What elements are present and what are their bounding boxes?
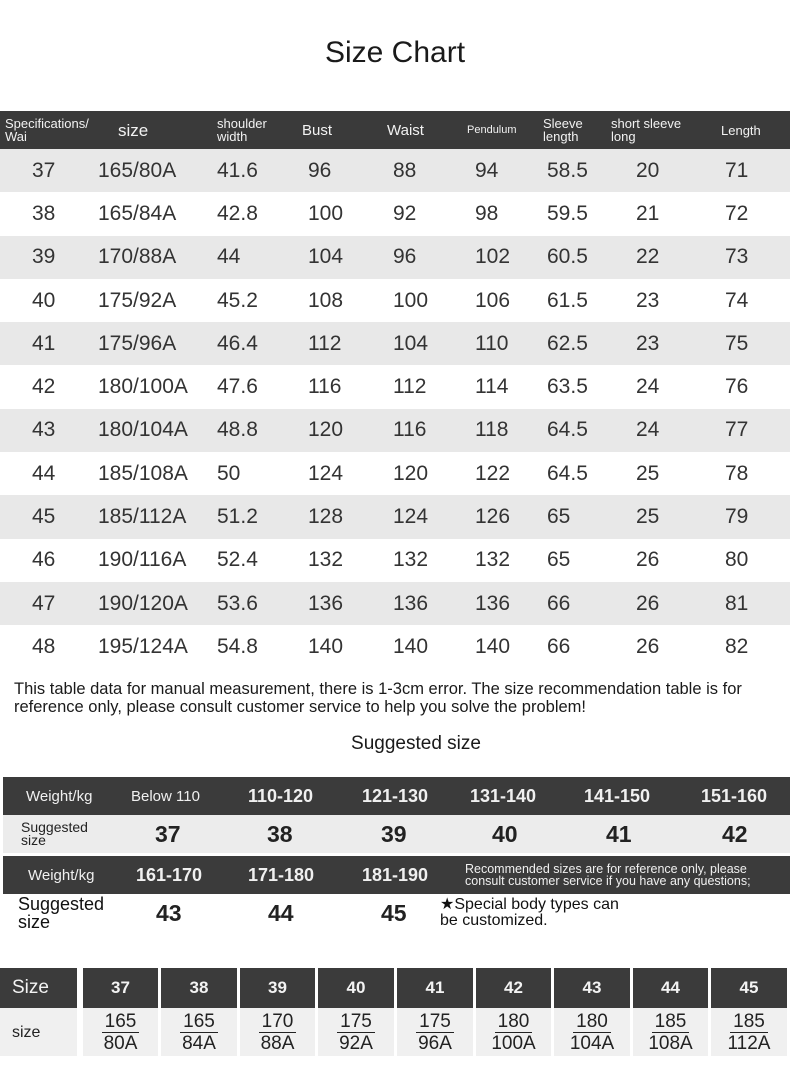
- cell-pendulum: 106: [475, 288, 511, 312]
- suggested-size-value: 41: [606, 820, 632, 847]
- chest-value: 108A: [648, 1032, 693, 1054]
- cell-size: 175/92A: [98, 288, 177, 312]
- cell-size: 180/104A: [98, 418, 188, 442]
- cell-waist: 120: [393, 461, 429, 485]
- table-header: [0, 111, 790, 149]
- cell-length: 78: [725, 461, 749, 485]
- size-header: Size: [0, 968, 80, 1008]
- chest-value: 96A: [418, 1032, 452, 1054]
- cell-length: 74: [725, 288, 749, 312]
- cell-length: 80: [725, 548, 749, 572]
- bottom-size-table: [0, 968, 790, 1056]
- weight-value: 161-170: [136, 864, 203, 885]
- cell-shoulder: 41.6: [217, 158, 258, 182]
- cell-size: 170/88A: [98, 245, 177, 269]
- table-row: [0, 452, 790, 495]
- header-pendulum: Pendulum: [467, 123, 517, 136]
- cell-pendulum: 98: [475, 201, 499, 225]
- height-chest-cell: [83, 1008, 158, 1056]
- cell-pendulum: 102: [475, 245, 511, 269]
- cell-bust: 120: [308, 418, 344, 442]
- weight-value: 110-120: [248, 785, 314, 806]
- size-row-label: size: [0, 1008, 80, 1056]
- cell-waist: 124: [393, 505, 429, 529]
- cell-waist: 88: [393, 158, 417, 182]
- table-row: [0, 149, 790, 192]
- cell-shoulder: 53.6: [217, 591, 258, 615]
- cell-waist: 92: [393, 201, 417, 225]
- cell-waist: 96: [393, 245, 417, 269]
- weight-table-1: [3, 777, 790, 853]
- height-chest-cell: [397, 1008, 473, 1056]
- cell-shoulder: 52.4: [217, 548, 258, 572]
- height-chest-cell: [240, 1008, 315, 1056]
- cell-size: 180/100A: [98, 375, 188, 399]
- height-value: 165: [102, 1012, 140, 1033]
- weight-label: Weight/kg: [28, 866, 95, 884]
- cell-waist: 112: [393, 375, 427, 399]
- height-chest-cell: [711, 1008, 787, 1056]
- cell-sleeve: 58.5: [547, 158, 588, 182]
- size-chart-table: [0, 111, 790, 669]
- cell-pendulum: 114: [475, 375, 509, 399]
- cell-bust: 116: [308, 375, 342, 399]
- cell-bust: 124: [308, 461, 344, 485]
- cell-length: 71: [725, 158, 749, 182]
- cell-sleeve: 61.5: [547, 288, 588, 312]
- cell-short-sleeve: 26: [636, 591, 660, 615]
- size-column-header: 38: [161, 968, 237, 1008]
- cell-sleeve: 60.5: [547, 245, 588, 269]
- cell-bust: 112: [308, 331, 342, 355]
- cell-length: 73: [725, 245, 749, 269]
- table-row: [0, 322, 790, 365]
- weight-label: Weight/kg: [26, 787, 93, 805]
- suggested-label: Suggested size: [21, 819, 88, 848]
- suggested-size-title: Suggested size: [351, 733, 481, 754]
- cell-sleeve: 66: [547, 591, 571, 615]
- cell-pendulum: 136: [475, 591, 511, 615]
- cell-sleeve: 65: [547, 548, 571, 572]
- height-value: 165: [180, 1012, 218, 1033]
- cell-waist: 140: [393, 634, 429, 658]
- header-sleeve-length: Sleeve length: [543, 116, 583, 144]
- cell-pendulum: 122: [475, 461, 511, 485]
- suggested-row: [3, 815, 790, 853]
- cell-length: 82: [725, 634, 749, 658]
- cell-spec: 43: [32, 418, 56, 442]
- cell-waist: 104: [393, 331, 429, 355]
- weight-row: [3, 856, 790, 894]
- suggested-label: Suggested size: [18, 894, 105, 932]
- cell-size: 190/120A: [98, 591, 188, 615]
- cell-shoulder: 54.8: [217, 634, 258, 658]
- suggested-size-value: 39: [381, 820, 407, 847]
- cell-shoulder: 51.2: [217, 505, 258, 529]
- height-value: 180: [573, 1012, 611, 1033]
- size-column-header: 40: [318, 968, 394, 1008]
- chest-value: 92A: [339, 1032, 373, 1054]
- cell-waist: 132: [393, 548, 429, 572]
- cell-size: 175/96A: [98, 331, 177, 355]
- header-bust: Bust: [302, 121, 333, 139]
- cell-size: 165/80A: [98, 158, 177, 182]
- chest-value: 104A: [569, 1032, 615, 1054]
- cell-shoulder: 46.4: [217, 331, 258, 355]
- header-size: size: [118, 120, 149, 140]
- size-column-header: 45: [711, 968, 787, 1008]
- cell-short-sleeve: 23: [636, 331, 660, 355]
- cell-spec: 47: [32, 591, 56, 615]
- cell-bust: 132: [308, 548, 344, 572]
- cell-waist: 100: [393, 288, 429, 312]
- cell-length: 75: [725, 331, 749, 355]
- cell-bust: 128: [308, 505, 344, 529]
- table-row: [0, 539, 790, 582]
- cell-bust: 96: [308, 158, 332, 182]
- cell-short-sleeve: 25: [636, 505, 660, 529]
- cell-shoulder: 47.6: [217, 375, 258, 399]
- cell-pendulum: 118: [475, 418, 509, 442]
- cell-size: 185/112A: [98, 505, 187, 529]
- cell-short-sleeve: 25: [636, 461, 660, 485]
- cell-sleeve: 59.5: [547, 201, 588, 225]
- cell-shoulder: 44: [217, 245, 241, 269]
- size-column-header: 41: [397, 968, 473, 1008]
- table-row: [0, 409, 790, 452]
- height-chest-cell: [633, 1008, 708, 1056]
- height-value: 175: [416, 1012, 454, 1033]
- height-value: 185: [730, 1012, 768, 1033]
- height-chest-cell: [318, 1008, 394, 1056]
- cell-bust: 140: [308, 634, 344, 658]
- cell-shoulder: 50: [217, 461, 241, 485]
- cell-short-sleeve: 22: [636, 245, 660, 269]
- cell-waist: 136: [393, 591, 429, 615]
- header-specifications: Specifications/ Wai: [5, 116, 89, 144]
- cell-sleeve: 63.5: [547, 375, 588, 399]
- height-chest-cell: [161, 1008, 237, 1056]
- weight-row: [3, 777, 790, 815]
- suggested-row: [3, 894, 790, 932]
- table-row: [0, 582, 790, 625]
- cell-length: 81: [725, 591, 749, 615]
- size-column-header: 44: [633, 968, 708, 1008]
- cell-bust: 108: [308, 288, 344, 312]
- cell-sleeve: 62.5: [547, 331, 588, 355]
- table-row: [0, 625, 790, 668]
- cell-spec: 46: [32, 548, 56, 572]
- size-column-header: 37: [83, 968, 158, 1008]
- cell-shoulder: 45.2: [217, 288, 258, 312]
- weight-value: 141-150: [584, 785, 651, 806]
- cell-size: 195/124A: [98, 634, 188, 658]
- weight-value: 151-160: [701, 785, 768, 806]
- cell-bust: 136: [308, 591, 344, 615]
- suggested-size-value: 42: [722, 820, 748, 847]
- cell-length: 72: [725, 201, 749, 225]
- suggested-size-value: 40: [492, 820, 518, 847]
- cell-pendulum: 110: [475, 331, 509, 355]
- cell-short-sleeve: 26: [636, 634, 660, 658]
- cell-spec: 39: [32, 245, 56, 269]
- weight-value: 131-140: [470, 785, 537, 806]
- size-column-header: 42: [476, 968, 551, 1008]
- cell-short-sleeve: 21: [636, 201, 660, 225]
- page-title: Size Chart: [324, 36, 466, 69]
- cell-pendulum: 132: [475, 548, 511, 572]
- cell-shoulder: 48.8: [217, 418, 258, 442]
- table-row: [0, 365, 790, 408]
- weight-value: 181-190: [362, 864, 429, 885]
- cell-spec: 42: [32, 375, 56, 399]
- header-waist: Waist: [387, 121, 424, 139]
- cell-size: 190/116A: [98, 548, 187, 572]
- cell-length: 79: [725, 505, 749, 529]
- chest-value: 88A: [260, 1032, 295, 1054]
- header-shoulder-width: shoulder width: [217, 116, 267, 144]
- height-chest-cell: [476, 1008, 551, 1056]
- cell-spec: 41: [32, 331, 56, 355]
- recommend-note: Recommended sizes are for reference only, please consult customer service if you have any questions;: [465, 862, 751, 888]
- cell-short-sleeve: 26: [636, 548, 660, 572]
- cell-size: 165/84A: [98, 201, 177, 225]
- height-value: 185: [652, 1012, 690, 1033]
- cell-sleeve: 64.5: [547, 461, 588, 485]
- cell-length: 76: [725, 375, 749, 399]
- measurement-note: This table data for manual measurement, there is 1-3cm error. The size recommendation table is for reference only, please consult customer service to help you solve the problem!: [14, 680, 742, 716]
- suggested-size-value: 44: [268, 899, 294, 926]
- special-body-note: ★Special body types can be customized.: [440, 896, 619, 929]
- table-row: [0, 236, 790, 279]
- table-row: [0, 192, 790, 235]
- weight-value: Below 110: [131, 787, 200, 805]
- cell-pendulum: 140: [475, 634, 511, 658]
- header-length: Length: [721, 122, 761, 138]
- chest-value: 112A: [727, 1032, 771, 1054]
- cell-spec: 45: [32, 505, 56, 529]
- size-column-header: 43: [554, 968, 630, 1008]
- cell-sleeve: 65: [547, 505, 571, 529]
- cell-spec: 40: [32, 288, 56, 312]
- size-column-header: 39: [240, 968, 315, 1008]
- cell-bust: 100: [308, 201, 344, 225]
- cell-short-sleeve: 23: [636, 288, 660, 312]
- cell-pendulum: 126: [475, 505, 511, 529]
- chest-value: 100A: [491, 1032, 536, 1054]
- cell-waist: 116: [393, 418, 427, 442]
- cell-sleeve: 66: [547, 634, 571, 658]
- cell-sleeve: 64.5: [547, 418, 588, 442]
- cell-length: 77: [725, 418, 749, 442]
- chest-value: 80A: [103, 1032, 138, 1054]
- cell-spec: 48: [32, 634, 56, 658]
- cell-spec: 38: [32, 201, 56, 225]
- cell-spec: 44: [32, 461, 56, 485]
- cell-spec: 37: [32, 158, 56, 182]
- suggested-size-value: 37: [155, 820, 181, 847]
- cell-short-sleeve: 24: [636, 418, 660, 442]
- weight-value: 171-180: [248, 864, 315, 885]
- table-row: [0, 279, 790, 322]
- cell-pendulum: 94: [475, 158, 499, 182]
- weight-value: 121-130: [362, 785, 429, 806]
- cell-short-sleeve: 20: [636, 158, 660, 182]
- height-value: 170: [259, 1012, 297, 1033]
- suggested-size-value: 43: [156, 899, 182, 926]
- chest-value: 84A: [182, 1032, 216, 1054]
- cell-shoulder: 42.8: [217, 201, 258, 225]
- weight-table-2: [3, 856, 790, 932]
- cell-short-sleeve: 24: [636, 375, 660, 399]
- table-row: [0, 495, 790, 538]
- cell-size: 185/108A: [98, 461, 188, 485]
- cell-bust: 104: [308, 245, 344, 269]
- suggested-size-value: 38: [267, 820, 293, 847]
- height-value: 175: [337, 1012, 375, 1033]
- header-short-sleeve: short sleeve long: [611, 116, 682, 144]
- height-chest-cell: [554, 1008, 630, 1056]
- height-value: 180: [495, 1012, 533, 1033]
- suggested-size-value: 45: [381, 899, 407, 926]
